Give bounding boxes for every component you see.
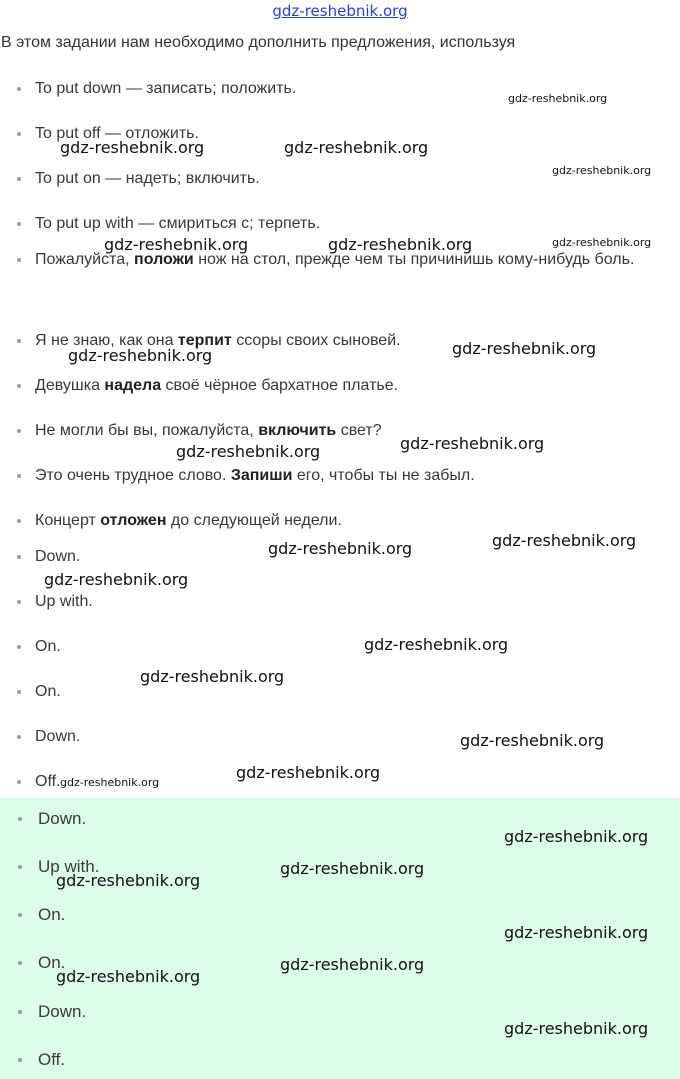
watermark: gdz-reshebnik.org: [452, 339, 597, 358]
watermark: gdz-reshebnik.org: [104, 235, 249, 254]
bullet: [18, 1010, 22, 1014]
bullet: [17, 474, 21, 478]
bullet: [17, 339, 21, 343]
answer-text: On.: [35, 683, 61, 700]
bullet: [17, 780, 21, 784]
definition-text: To put down — записать; положить.: [35, 80, 297, 97]
sentence-part: Я не знаю, как она: [35, 332, 178, 349]
bullet: [18, 913, 22, 917]
watermark: gdz-reshebnik.org: [460, 731, 605, 750]
watermark: gdz-reshebnik.org: [56, 967, 201, 986]
answer-text: Down.: [35, 728, 81, 745]
sentence-keyword: положи: [134, 251, 194, 268]
watermark: gdz-reshebnik.org: [44, 570, 189, 589]
highlighted-answer-text: Off.: [38, 1050, 66, 1069]
watermark: gdz-reshebnik.org: [268, 539, 413, 558]
watermark: gdz-reshebnik.org: [504, 827, 649, 846]
definition-text: To put on — надеть; включить.: [35, 170, 260, 187]
sentence-keyword: надела: [104, 377, 162, 394]
watermark: gdz-reshebnik.org: [504, 923, 649, 942]
watermark: gdz-reshebnik.org: [504, 1019, 649, 1038]
watermark: gdz-reshebnik.org: [492, 531, 637, 550]
answer-text: On.: [35, 638, 61, 655]
watermark: gdz-reshebnik.org: [400, 434, 545, 453]
bullet: [18, 1058, 22, 1062]
watermark: gdz-reshebnik.org: [236, 763, 381, 782]
definition-text: To put off — отложить.: [35, 125, 199, 142]
bullet: [17, 384, 21, 388]
bullet: [18, 961, 22, 965]
watermark: gdz-reshebnik.org: [284, 138, 429, 157]
sentence-keyword: Запиши: [230, 467, 293, 484]
watermark: gdz-reshebnik.org: [56, 871, 201, 890]
bullet: [17, 645, 21, 649]
sentence-part: своё чёрное бархатное платье.: [161, 377, 399, 394]
intro-text: В этом задании нам необходимо дополнить предложения, используя: [1, 34, 516, 51]
sentence-keyword: отложен: [100, 512, 167, 529]
bullet: [17, 555, 21, 559]
highlighted-answer-text: Up with.: [38, 857, 100, 876]
watermark: gdz-reshebnik.org: [552, 164, 652, 177]
bullet: [17, 132, 21, 136]
bullet: [17, 222, 21, 226]
watermark: gdz-reshebnik.org: [280, 859, 425, 878]
site-header-link[interactable]: gdz-reshebnik.org: [272, 2, 408, 20]
sentence-part: Концерт: [35, 512, 101, 529]
watermark: gdz-reshebnik.org: [364, 635, 509, 654]
watermark: gdz-reshebnik.org: [140, 667, 285, 686]
sentence-part: Это очень трудное слово.: [35, 467, 231, 484]
definition-text: To put up with — смириться с; терпеть.: [35, 215, 321, 232]
watermark: gdz-reshebnik.org: [508, 92, 608, 105]
bullet: [18, 865, 22, 869]
bullet: [17, 600, 21, 604]
highlighted-answer-text: Down.: [38, 1002, 87, 1021]
sentence-part: до следующей недели.: [166, 512, 342, 529]
watermark: gdz-reshebnik.org: [68, 346, 213, 365]
watermark: gdz-reshebnik.org: [280, 955, 425, 974]
answer-text: Up with.: [35, 593, 93, 610]
highlighted-answer-text: On.: [38, 905, 66, 924]
sentence-text: [35, 377, 675, 395]
sentence-keyword: включить: [258, 422, 337, 439]
sentence-keyword: терпит: [177, 332, 232, 349]
answer-text: Off.: [35, 773, 61, 790]
bullet: [18, 817, 22, 821]
bullet: [17, 258, 21, 262]
watermark: gdz-reshebnik.org: [60, 776, 160, 789]
watermark: gdz-reshebnik.org: [552, 236, 652, 249]
sentence-part: нож на стол, прежде чем ты причинишь кому-нибудь боль.: [193, 251, 635, 268]
bullet: [17, 735, 21, 739]
sentence-part: Пожалуйста,: [35, 251, 135, 268]
sentence-text: [35, 422, 675, 440]
highlighted-answer-text: Down.: [38, 809, 87, 828]
sentence-part: Девушка: [35, 377, 105, 394]
highlighted-answer-text: On.: [38, 953, 66, 972]
watermark: gdz-reshebnik.org: [60, 138, 205, 157]
sentence-part: его, чтобы ты не забыл.: [292, 467, 475, 484]
watermark: gdz-reshebnik.org: [176, 442, 321, 461]
sentence-text: [35, 512, 675, 530]
sentence-text: [35, 467, 675, 485]
bullet: [17, 519, 21, 523]
bullet: [17, 87, 21, 91]
bullet: [17, 429, 21, 433]
sentence-part: свет?: [336, 422, 382, 439]
watermark: gdz-reshebnik.org: [328, 235, 473, 254]
bullet: [17, 690, 21, 694]
sentence-part: ссоры своих сыновей.: [231, 332, 401, 349]
bullet: [17, 177, 21, 181]
answer-text: Down.: [35, 548, 81, 565]
sentence-part: Не могли бы вы, пожалуйста,: [35, 422, 259, 439]
